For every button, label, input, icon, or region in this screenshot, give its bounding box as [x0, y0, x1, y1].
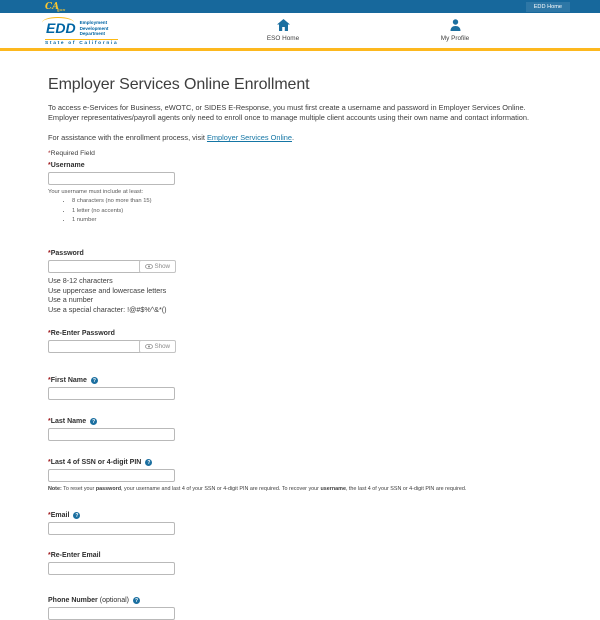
help-icon[interactable]: ?: [134, 597, 139, 604]
edd-logo-dept-line: Department: [79, 31, 106, 37]
assistance-line: [48, 133, 552, 142]
person-icon: [450, 18, 461, 32]
password-show-button[interactable]: Show: [139, 260, 176, 273]
username-rule: • 8 characters (no more than 15): [72, 198, 552, 204]
required-marker: *: [48, 377, 51, 385]
password-rules: [48, 276, 552, 314]
help-icon[interactable]: ?: [75, 512, 79, 519]
password-rule: Use uppercase and lowercase letters: [48, 285, 167, 295]
site-header: [0, 13, 600, 51]
edd-home-link[interactable]: EDD Home: [526, 2, 570, 12]
ssn-pin-label: * Last 4 of SSN or 4-digit PIN ?: [48, 459, 151, 467]
username-input[interactable]: [48, 172, 175, 185]
reenter-password-field-group: [48, 330, 552, 353]
reenter-email-label: * Re-Enter Email: [48, 552, 101, 560]
username-hint-title: Your username must include at least:: [48, 189, 144, 196]
ca-gov-logo-ca: CA: [45, 2, 60, 12]
ca-gov-logo-gov: gov: [57, 7, 66, 12]
nav-eso-home[interactable]: [243, 18, 323, 42]
last-name-input[interactable]: [48, 428, 175, 441]
help-icon[interactable]: ?: [147, 459, 151, 466]
required-field-note: [48, 150, 552, 157]
intro-paragraph: To access e-Services for Business, eWOTC, or SIDES E-Response, you must first create a username and password in Employer Services Online. Employer representatives/payroll agents only need to enroll once to manage multiple client accounts using their own name and contact information.: [48, 103, 530, 122]
eye-icon: [145, 344, 153, 349]
reenter-password-show-button[interactable]: Show: [139, 340, 176, 353]
home-icon: [277, 18, 290, 32]
phone-optional-suffix: (optional): [99, 597, 129, 605]
first-name-field-group: [48, 377, 552, 400]
phone-input[interactable]: [48, 607, 175, 620]
required-marker: *: [48, 150, 51, 158]
required-marker: *: [48, 330, 51, 338]
edd-logo-department: [80, 20, 109, 37]
phone-label: Phone Number (optional) ?: [48, 597, 139, 605]
employer-services-online-link[interactable]: Employer Services Online: [206, 133, 292, 143]
ssn-pin-note: Note: To reset your password, your username and last 4 of your SSN or 4-digit PIN are required. To recover your username, the last 4 of your SSN or 4-digit PIN are required.: [48, 486, 467, 493]
password-label: * Password: [48, 250, 84, 258]
page-title: Employer Services Online Enrollment: [48, 76, 310, 93]
last-name-label: * Last Name ?: [48, 418, 96, 426]
utility-topbar: [0, 0, 600, 13]
edd-logo-tagline: State of California: [45, 39, 118, 47]
edd-logo-dept-line: Employment: [79, 20, 108, 25]
password-rule: Use 8-12 characters: [48, 276, 113, 286]
password-rule: Use a number: [48, 295, 94, 305]
required-marker: *: [48, 459, 51, 467]
username-rule: • 1 letter (no accents): [72, 208, 552, 214]
ssn-pin-field-group: [48, 459, 552, 492]
main-content: [0, 51, 600, 620]
nav-my-profile-label: My Profile: [440, 35, 470, 42]
username-field-group: [48, 162, 552, 223]
username-rule: • 1 number: [72, 217, 552, 223]
nav-my-profile[interactable]: [415, 18, 495, 42]
required-marker: *: [48, 250, 51, 258]
edd-logo-dept-line: Development: [79, 25, 109, 31]
help-icon[interactable]: ?: [92, 418, 96, 425]
required-marker: *: [48, 552, 51, 560]
username-rules-list: [72, 198, 552, 223]
password-rule: Use a special character: !@#$%^&*(): [48, 304, 167, 314]
eye-icon: [145, 264, 153, 269]
edd-logo-row: [45, 19, 118, 37]
password-field-group: [48, 250, 552, 314]
nav-eso-home-label: ESO Home: [266, 35, 300, 42]
required-marker: *: [48, 162, 51, 170]
assistance-suffix: .: [292, 133, 295, 143]
required-marker: *: [48, 512, 51, 520]
reenter-password-label: * Re-Enter Password: [48, 330, 115, 338]
required-marker: *: [48, 418, 51, 426]
reenter-password-input-wrap: [48, 340, 175, 353]
first-name-label: * First Name ?: [48, 377, 96, 385]
ssn-pin-input[interactable]: [48, 469, 175, 482]
reenter-email-field-group: [48, 552, 552, 575]
password-input-wrap: [48, 260, 175, 273]
username-label: * Username: [48, 162, 85, 170]
email-input[interactable]: [48, 522, 175, 535]
last-name-field-group: [48, 418, 552, 441]
edd-logo-acronym: EDD: [46, 20, 76, 36]
email-label: * Email ?: [48, 512, 79, 520]
phone-field-group: [48, 597, 552, 620]
assistance-prefix: For assistance with the enrollment process, visit: [48, 133, 207, 143]
reenter-email-input[interactable]: [48, 562, 175, 575]
required-field-label: Required Field: [50, 150, 95, 158]
edd-logo[interactable]: [45, 19, 118, 46]
first-name-input[interactable]: [48, 387, 175, 400]
help-icon[interactable]: ?: [92, 377, 96, 384]
email-field-group: [48, 512, 552, 535]
